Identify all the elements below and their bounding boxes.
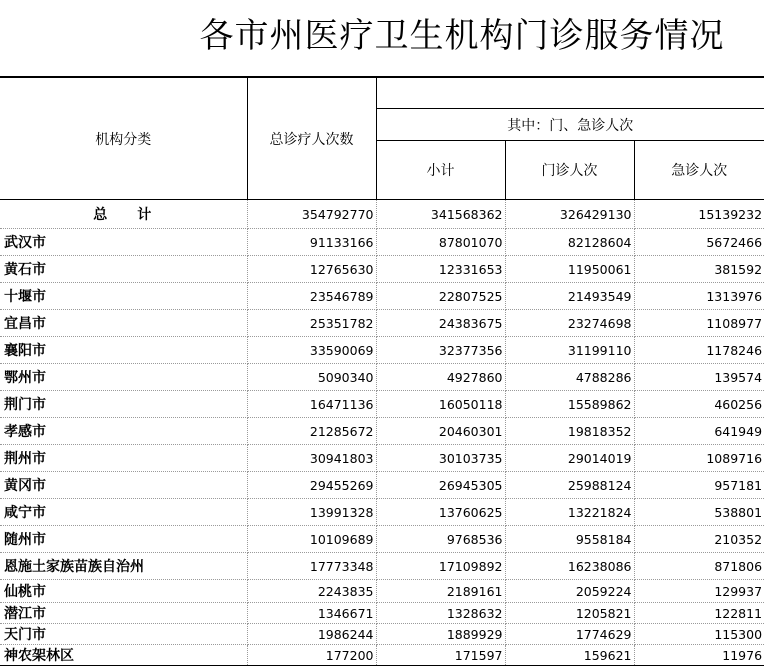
cell-total: 13991328 bbox=[247, 499, 376, 526]
cell-emergency: 5672466 bbox=[634, 229, 764, 256]
table-row bbox=[0, 310, 764, 337]
cell-total: 10109689 bbox=[247, 526, 376, 553]
cell-outpatient: 1774629 bbox=[505, 624, 634, 645]
cell-subtotal: 171597 bbox=[376, 645, 505, 666]
cell-subtotal: 341568362 bbox=[376, 200, 505, 229]
row-name: 黄石市 bbox=[0, 256, 247, 283]
cell-total: 30941803 bbox=[247, 445, 376, 472]
cell-total: 29455269 bbox=[247, 472, 376, 499]
page-title: 各市州医疗卫生机构门诊服务情况 bbox=[199, 16, 725, 56]
table-row bbox=[0, 391, 764, 418]
table-row bbox=[0, 445, 764, 472]
row-name: 武汉市 bbox=[0, 229, 247, 256]
cell-subtotal: 87801070 bbox=[376, 229, 505, 256]
table-row bbox=[0, 645, 764, 666]
cell-emergency: 115300 bbox=[634, 624, 764, 645]
cell-total: 25351782 bbox=[247, 310, 376, 337]
cell-outpatient: 31199110 bbox=[505, 337, 634, 364]
cell-outpatient: 9558184 bbox=[505, 526, 634, 553]
row-name: 襄阳市 bbox=[0, 337, 247, 364]
row-name: 咸宁市 bbox=[0, 499, 247, 526]
cell-total: 21285672 bbox=[247, 418, 376, 445]
cell-subtotal: 26945305 bbox=[376, 472, 505, 499]
cell-emergency: 11976 bbox=[634, 645, 764, 666]
row-name: 鄂州市 bbox=[0, 364, 247, 391]
cell-outpatient: 19818352 bbox=[505, 418, 634, 445]
cell-total: 354792770 bbox=[247, 200, 376, 229]
row-name: 神农架林区 bbox=[0, 645, 247, 666]
cell-emergency: 1313976 bbox=[634, 283, 764, 310]
cell-total: 33590069 bbox=[247, 337, 376, 364]
table-body bbox=[0, 200, 764, 666]
cell-subtotal: 17109892 bbox=[376, 553, 505, 580]
cell-total: 1986244 bbox=[247, 624, 376, 645]
header-subtotal: 小计 bbox=[376, 141, 505, 200]
data-table bbox=[0, 76, 764, 666]
cell-emergency: 641949 bbox=[634, 418, 764, 445]
cell-emergency: 1178246 bbox=[634, 337, 764, 364]
cell-subtotal: 4927860 bbox=[376, 364, 505, 391]
cell-outpatient: 1205821 bbox=[505, 603, 634, 624]
cell-outpatient: 159621 bbox=[505, 645, 634, 666]
cell-subtotal: 20460301 bbox=[376, 418, 505, 445]
cell-outpatient: 23274698 bbox=[505, 310, 634, 337]
outpatient-table bbox=[0, 76, 764, 666]
header-category: 机构分类 bbox=[0, 77, 247, 200]
cell-total: 16471136 bbox=[247, 391, 376, 418]
table-row bbox=[0, 418, 764, 445]
table-row-total bbox=[0, 200, 764, 229]
cell-total: 177200 bbox=[247, 645, 376, 666]
row-name: 恩施土家族苗族自治州 bbox=[0, 553, 247, 580]
table-row bbox=[0, 580, 764, 603]
cell-outpatient: 25988124 bbox=[505, 472, 634, 499]
row-name: 孝感市 bbox=[0, 418, 247, 445]
row-name: 荆州市 bbox=[0, 445, 247, 472]
cell-emergency: 1108977 bbox=[634, 310, 764, 337]
cell-emergency: 538801 bbox=[634, 499, 764, 526]
cell-total: 23546789 bbox=[247, 283, 376, 310]
cell-emergency: 129937 bbox=[634, 580, 764, 603]
cell-emergency: 1089716 bbox=[634, 445, 764, 472]
table-row bbox=[0, 526, 764, 553]
cell-subtotal: 16050118 bbox=[376, 391, 505, 418]
table-row bbox=[0, 553, 764, 580]
cell-outpatient: 13221824 bbox=[505, 499, 634, 526]
cell-outpatient: 16238086 bbox=[505, 553, 634, 580]
header-spacer bbox=[376, 77, 764, 109]
cell-outpatient: 82128604 bbox=[505, 229, 634, 256]
row-name: 潜江市 bbox=[0, 603, 247, 624]
row-name: 黄冈市 bbox=[0, 472, 247, 499]
cell-subtotal: 1328632 bbox=[376, 603, 505, 624]
cell-total: 12765630 bbox=[247, 256, 376, 283]
cell-subtotal: 24383675 bbox=[376, 310, 505, 337]
cell-outpatient: 326429130 bbox=[505, 200, 634, 229]
cell-subtotal: 2189161 bbox=[376, 580, 505, 603]
table-row bbox=[0, 364, 764, 391]
cell-subtotal: 13760625 bbox=[376, 499, 505, 526]
cell-total: 1346671 bbox=[247, 603, 376, 624]
table-row bbox=[0, 337, 764, 364]
cell-total: 2243835 bbox=[247, 580, 376, 603]
cell-outpatient: 15589862 bbox=[505, 391, 634, 418]
cell-total: 17773348 bbox=[247, 553, 376, 580]
cell-outpatient: 11950061 bbox=[505, 256, 634, 283]
table-row bbox=[0, 283, 764, 310]
header-outpatient: 门诊人次 bbox=[505, 141, 634, 200]
table-row bbox=[0, 499, 764, 526]
cell-subtotal: 12331653 bbox=[376, 256, 505, 283]
cell-outpatient: 4788286 bbox=[505, 364, 634, 391]
row-name: 总计 bbox=[0, 200, 247, 229]
cell-emergency: 139574 bbox=[634, 364, 764, 391]
cell-emergency: 957181 bbox=[634, 472, 764, 499]
cell-subtotal: 9768536 bbox=[376, 526, 505, 553]
cell-emergency: 122811 bbox=[634, 603, 764, 624]
row-name: 宜昌市 bbox=[0, 310, 247, 337]
row-name: 仙桃市 bbox=[0, 580, 247, 603]
cell-subtotal: 32377356 bbox=[376, 337, 505, 364]
cell-total: 91133166 bbox=[247, 229, 376, 256]
cell-subtotal: 1889929 bbox=[376, 624, 505, 645]
cell-subtotal: 30103735 bbox=[376, 445, 505, 472]
header-emergency: 急诊人次 bbox=[634, 141, 764, 200]
cell-outpatient: 29014019 bbox=[505, 445, 634, 472]
row-name: 随州市 bbox=[0, 526, 247, 553]
cell-outpatient: 2059224 bbox=[505, 580, 634, 603]
cell-emergency: 210352 bbox=[634, 526, 764, 553]
table-header bbox=[0, 77, 764, 200]
table-row bbox=[0, 229, 764, 256]
cell-emergency: 460256 bbox=[634, 391, 764, 418]
cell-emergency: 381592 bbox=[634, 256, 764, 283]
row-name: 十堰市 bbox=[0, 283, 247, 310]
row-name: 荆门市 bbox=[0, 391, 247, 418]
table-row bbox=[0, 472, 764, 499]
table-row bbox=[0, 256, 764, 283]
table-row bbox=[0, 624, 764, 645]
cell-outpatient: 21493549 bbox=[505, 283, 634, 310]
header-group-outpatient-emergency: 其中：门、急诊人次 bbox=[376, 109, 764, 141]
table-row bbox=[0, 603, 764, 624]
cell-emergency: 15139232 bbox=[634, 200, 764, 229]
cell-emergency: 871806 bbox=[634, 553, 764, 580]
cell-total: 5090340 bbox=[247, 364, 376, 391]
header-total-visits: 总诊疗人次数 bbox=[247, 77, 376, 200]
row-name: 天门市 bbox=[0, 624, 247, 645]
cell-subtotal: 22807525 bbox=[376, 283, 505, 310]
